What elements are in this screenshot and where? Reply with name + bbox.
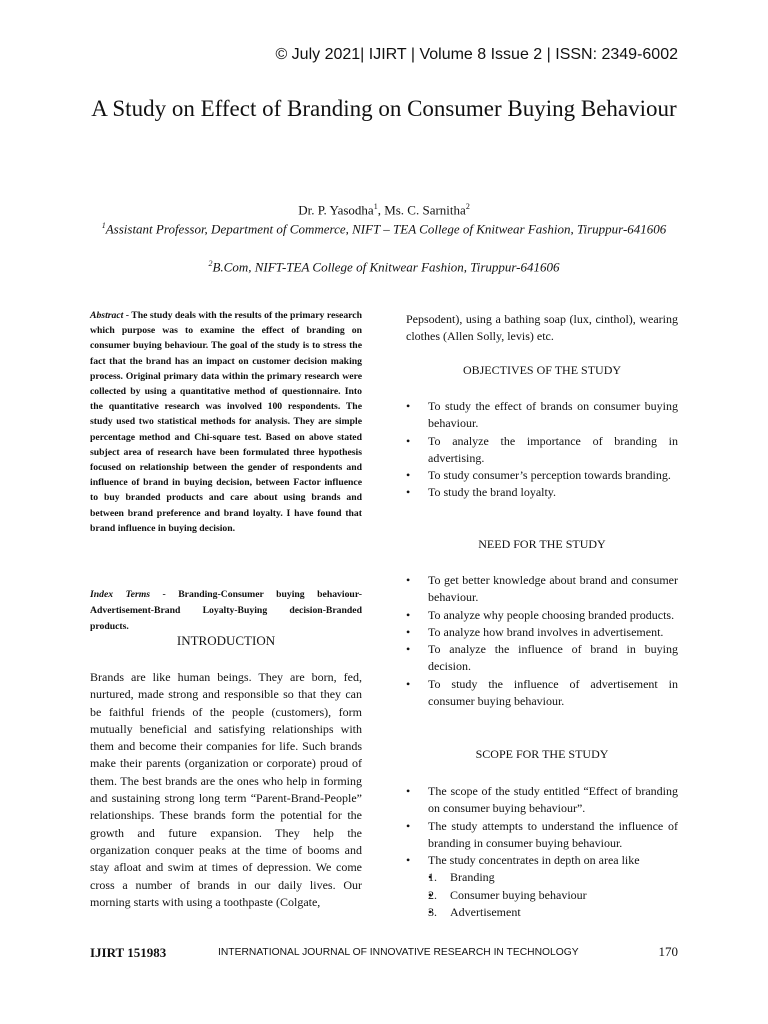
list-item: • To analyze the influence of brand in buying decision. [406, 641, 678, 676]
affiliation-2-marker: 2 [208, 259, 213, 268]
footer-journal-name: INTERNATIONAL JOURNAL OF INNOVATIVE RESEARCH IN TECHNOLOGY [218, 947, 579, 958]
list-item: • To analyze the importance of branding in advertising. [406, 433, 678, 468]
journal-citation-header: © July 2021| IJIRT | Volume 8 Issue 2 | ISSN: 2349-6002 [275, 46, 678, 63]
scope-list [406, 783, 678, 921]
introduction-continuation: Pepsodent), using a bathing soap (lux, cinthol), wearing clothes (Allen Solly, levis) etc. [406, 312, 678, 344]
sublist-item [428, 887, 678, 904]
affiliation-2-text: B.Com, NIFT-TEA College of Knitwear Fashion, Tiruppur-641606 [212, 259, 560, 275]
list-item: • The scope of the study entitled “Effect of branding on consumer buying behaviour”. [406, 783, 678, 818]
sublist-item [428, 869, 678, 886]
author-2: Ms. C. Sarnitha [384, 202, 466, 218]
list-item-text: The study concentrates in depth on area like [428, 853, 640, 868]
footer-paper-id: IJIRT 151983 [90, 945, 167, 960]
abstract [90, 308, 362, 536]
author-1-marker: 1 [373, 202, 378, 211]
scope-sublist [428, 869, 678, 921]
list-item: • To analyze why people choosing branded products. [406, 607, 678, 624]
list-item [406, 852, 678, 921]
list-item: • To analyze how brand involves in advertisement. [406, 624, 678, 641]
footer-page-number: 170 [658, 944, 678, 959]
sublist-text: Branding [450, 870, 495, 885]
sublist-text: Advertisement [450, 905, 521, 920]
paper-title: A Study on Effect of Branding on Consumer Buying Behaviour [91, 96, 677, 121]
scope-heading: SCOPE FOR THE STUDY [475, 747, 609, 761]
author-2-marker: 2 [465, 202, 470, 211]
objectives-list [406, 398, 678, 502]
abstract-text: - The study deals with the results of the primary research which purpose was to examine the effect of branding on consumer buying behaviour. The goal of the study is to stress the fact that the brand has an impact on customer decision making process. Original primary data within the primary research were collected by using a quantitative method of questionnaire. Into the quantitative research was involved 100 respondents. The study used two statistical methods for analysis. They are simple percentage method and Chi-square test. Based on above stated subject area of research have been formulated three hypothesis focused on relationship between the gender of respondents and influence of brand in buying decision, between Factor influence to buy branded products and care about using brands and between brand preference and brand loyalty. I have found that brand influence in buying decision. [90, 310, 362, 534]
sublist-number: 2. [428, 887, 437, 902]
list-item: • The study attempts to understand the influence of branding in consumer buying behaviour. [406, 818, 678, 853]
introduction-paragraph: Brands are like human beings. They are born, fed, nurtured, made strong and responsible so that they can be faithful friends of the people (customers), form mutually beneficial and satisfying relationships with them and become their companies for life. Such brands make their parents (organization or corporate) proud of them. The best brands are the ones who help in forming and sustaining strong long term “Parent-Brand-People” relationships. These brands form the potential for the growth and future expansion. They help the organization conquer peaks at the time of booms and stay afloat and swim at times of depression. We come cross a number of brands in our daily lives. Our morning starts with using a toothpaste (Colgate, [90, 670, 362, 909]
sublist-number: 1. [428, 870, 437, 885]
author-1: Dr. P. Yasodha [298, 202, 374, 218]
sublist-item [428, 904, 678, 921]
index-terms [90, 587, 362, 635]
affiliation-1-text: Assistant Professor, Department of Commerce, NIFT – TEA College of Knitwear Fashion, Tiruppur-641606 [105, 221, 667, 237]
list-item: • To study the effect of brands on consumer buying behaviour. [406, 398, 678, 433]
affiliation-1 [100, 217, 668, 237]
sublist-number: 3. [428, 905, 437, 920]
affiliation-2 [70, 255, 698, 275]
list-item: • To study consumer’s perception towards branding. [406, 467, 678, 484]
list-item: • To study the brand loyalty. [406, 484, 678, 501]
introduction-heading: INTRODUCTION [176, 633, 276, 648]
list-item: • To study the influence of advertisement in consumer buying behaviour. [406, 676, 678, 711]
need-heading: NEED FOR THE STUDY [478, 537, 606, 551]
sublist-text: Consumer buying behaviour [450, 887, 587, 902]
index-terms-label: Index Terms [90, 589, 151, 600]
need-list [406, 572, 678, 710]
index-terms-text: - Branding-Consumer buying behaviour-Advertisement-Brand Loyalty-Buying decision-Branded products. [90, 589, 362, 632]
objectives-heading: OBJECTIVES OF THE STUDY [462, 363, 622, 377]
abstract-label: Abstract [90, 310, 124, 321]
author-line [70, 198, 698, 218]
author-separator: , [377, 202, 385, 218]
list-item: • To get better knowledge about brand and consumer behaviour. [406, 572, 678, 607]
affiliation-1-marker: 1 [101, 221, 106, 230]
